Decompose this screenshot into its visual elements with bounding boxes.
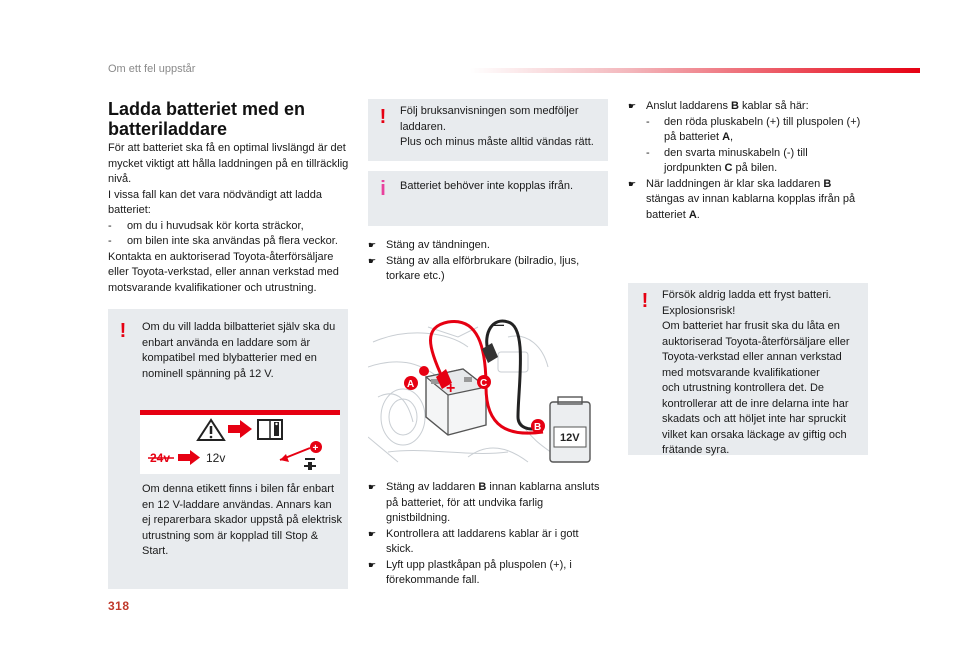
arrow-right-icon [178,450,200,465]
info-icon: i [380,178,386,200]
warning-line: Om batteriet har frusit ska du låta en auktoriserad Toyota-återförsäljare eller Toyota-verkstad eller annan verkstad med motsvarande kvalifikationer [662,320,850,379]
plus-sign: + [312,443,319,454]
warning-box-frozen-battery [628,283,868,455]
warning-icon: ! [119,320,127,342]
step-list-1 [368,238,604,285]
sub-text: på bilen. [732,162,778,174]
step-text-bold: B [731,100,739,112]
sub-text: den svarta minuskabeln (-) till jordpunkten [664,146,808,174]
manual-book-icon [258,420,282,439]
charger-voltage-label: 12V [560,432,580,444]
step-item [368,480,604,527]
dash-marker: - [646,146,650,159]
battery-charging-illustration [368,307,608,467]
step-item [368,527,604,558]
minus-marker: — [491,317,504,332]
warning-box-instructions [368,99,608,161]
label-c-marker [477,375,491,389]
warning-line: Försök aldrig ladda ett fryst batteri. [662,289,832,301]
section-heading [108,99,348,139]
battery [426,369,486,435]
warning-box-charger [108,309,348,589]
warning-text [662,288,862,459]
charger-clamp-icon [280,441,322,470]
step-text: Stäng av laddaren [386,481,479,493]
engine-bay-drawing [368,307,608,467]
warning-line: Följ bruksanvisningen som medföljer laddaren. [400,105,579,133]
step-text-bold: B [478,481,487,493]
step-text-bold: A [688,208,697,221]
label-a-marker [404,376,418,390]
step-item [368,254,604,285]
sub-list [628,115,868,177]
step-text: När laddningen är klar ska laddaren [646,177,824,190]
sub-text: den röda pluskabeln (+) till pluspolen (+) på batteriet [664,115,861,143]
intro-paragraph: I vissa fall kan det vara nödvändigt att ladda batteriet: [108,188,323,216]
svg-text:B: B [534,422,542,433]
intro-paragraph: För att batteriet ska få en optimal livslängd är det mycket viktigt att hålla laddningen på en tillräcklig nivå. [108,142,349,185]
sub-text: , [730,131,734,143]
pointer-icon: ☛ [368,482,377,492]
svg-text:A: A [407,379,415,390]
running-header: Om ett fel uppstår [108,63,196,75]
sub-item [646,146,868,177]
voltage-label-illustration [140,410,340,474]
voltage-label-graphic [140,410,340,474]
step-item [628,177,868,224]
sub-text-bold: A [722,131,731,143]
step-text: Stäng av tändningen. [386,239,490,251]
plus-marker: + [446,380,456,397]
label-24v: 24v [150,451,171,465]
pointer-icon: ☛ [368,240,377,250]
step-text: Lyft upp plastkåpan på pluspolen (+), i förekommande fall. [386,558,572,586]
arrow-right-icon [228,420,252,438]
positive-terminal-marker [419,366,429,376]
warning-icon: ! [641,290,649,312]
step-text: Stäng av alla elförbrukare (bilradio, ljus, torkare etc.) [386,254,580,282]
warning-line: Plus och minus måste alltid vändas rätt. [400,136,594,148]
warning-text: Om du vill ladda bilbatteriet själv ska du enbart använda en laddare som är kompatibel med blybatterier med en nominell spänning på 12 V. [142,321,336,380]
dash-marker: - [646,115,650,128]
step-text: kablar så här: [738,100,809,112]
step-text: . [696,208,700,221]
sub-item [646,115,868,146]
warning-line: och utrustning kontrollera det. De kontrollerar att de inre delarna inte har skadats och att höljet inte har spruckit vilket kan orsaka läckage av giftig och frätande syra. [662,382,849,456]
step-text: stängas av innan kablarna kopplas ifrån på batteriet [646,193,856,221]
label-12v: 12v [206,451,226,465]
svg-text:C: C [480,378,488,389]
sub-text-bold: C [724,162,733,174]
intro-dash-item: - om bilen inte ska användas på flera veckor. [108,235,338,247]
step-item [368,558,604,589]
pointer-icon: ☛ [628,101,637,111]
step-list-3 [628,99,868,223]
intro-dash-item: - om du i huvudsak kör korta sträckor, [108,219,304,232]
info-box [368,171,608,226]
battery-charger [550,397,590,462]
warning-line: Explosionsrisk! [662,304,736,317]
pointer-icon: ☛ [368,255,377,266]
pointer-icon: ☛ [628,178,637,189]
step-item [368,238,604,254]
pointer-icon: ☛ [368,559,377,570]
intro-paragraph: Kontakta en auktoriserad Toyota-återförsäljare eller Toyota-verkstad, eller annan verkstad med motsvarande kvalifikationer och utrustning. [108,250,339,294]
header-accent-bar [470,68,920,73]
warning-text [400,104,606,151]
intro-text [108,141,350,296]
heading-line-2: batteriladdare [108,119,228,139]
step-text: innan kablarna ansluts på batteriet, för att undvika farlig gnistbildning. [386,481,600,524]
info-text: Batteriet behöver inte kopplas ifrån. [400,180,574,192]
step-text: Anslut laddarens [646,100,731,112]
page-number: 318 [108,599,130,613]
step-text-bold: B [823,177,832,190]
pointer-icon: ☛ [368,528,377,539]
heading-line-1: Ladda batteriet med en [108,99,306,119]
warning-icon: ! [379,106,387,128]
step-text: Kontrollera att laddarens kablar är i gott skick. [386,527,579,555]
step-item [628,99,868,115]
warning-triangle-icon [198,420,224,440]
label-b-marker [531,419,545,433]
warning-text-label: Om denna etikett finns i bilen får enbart en 12 V-laddare användas. Annars kan ej reparerbara skador uppstå på elektrisk utrustning som är kopplad till Stop & Start. [142,483,342,557]
step-list-2 [368,480,604,589]
